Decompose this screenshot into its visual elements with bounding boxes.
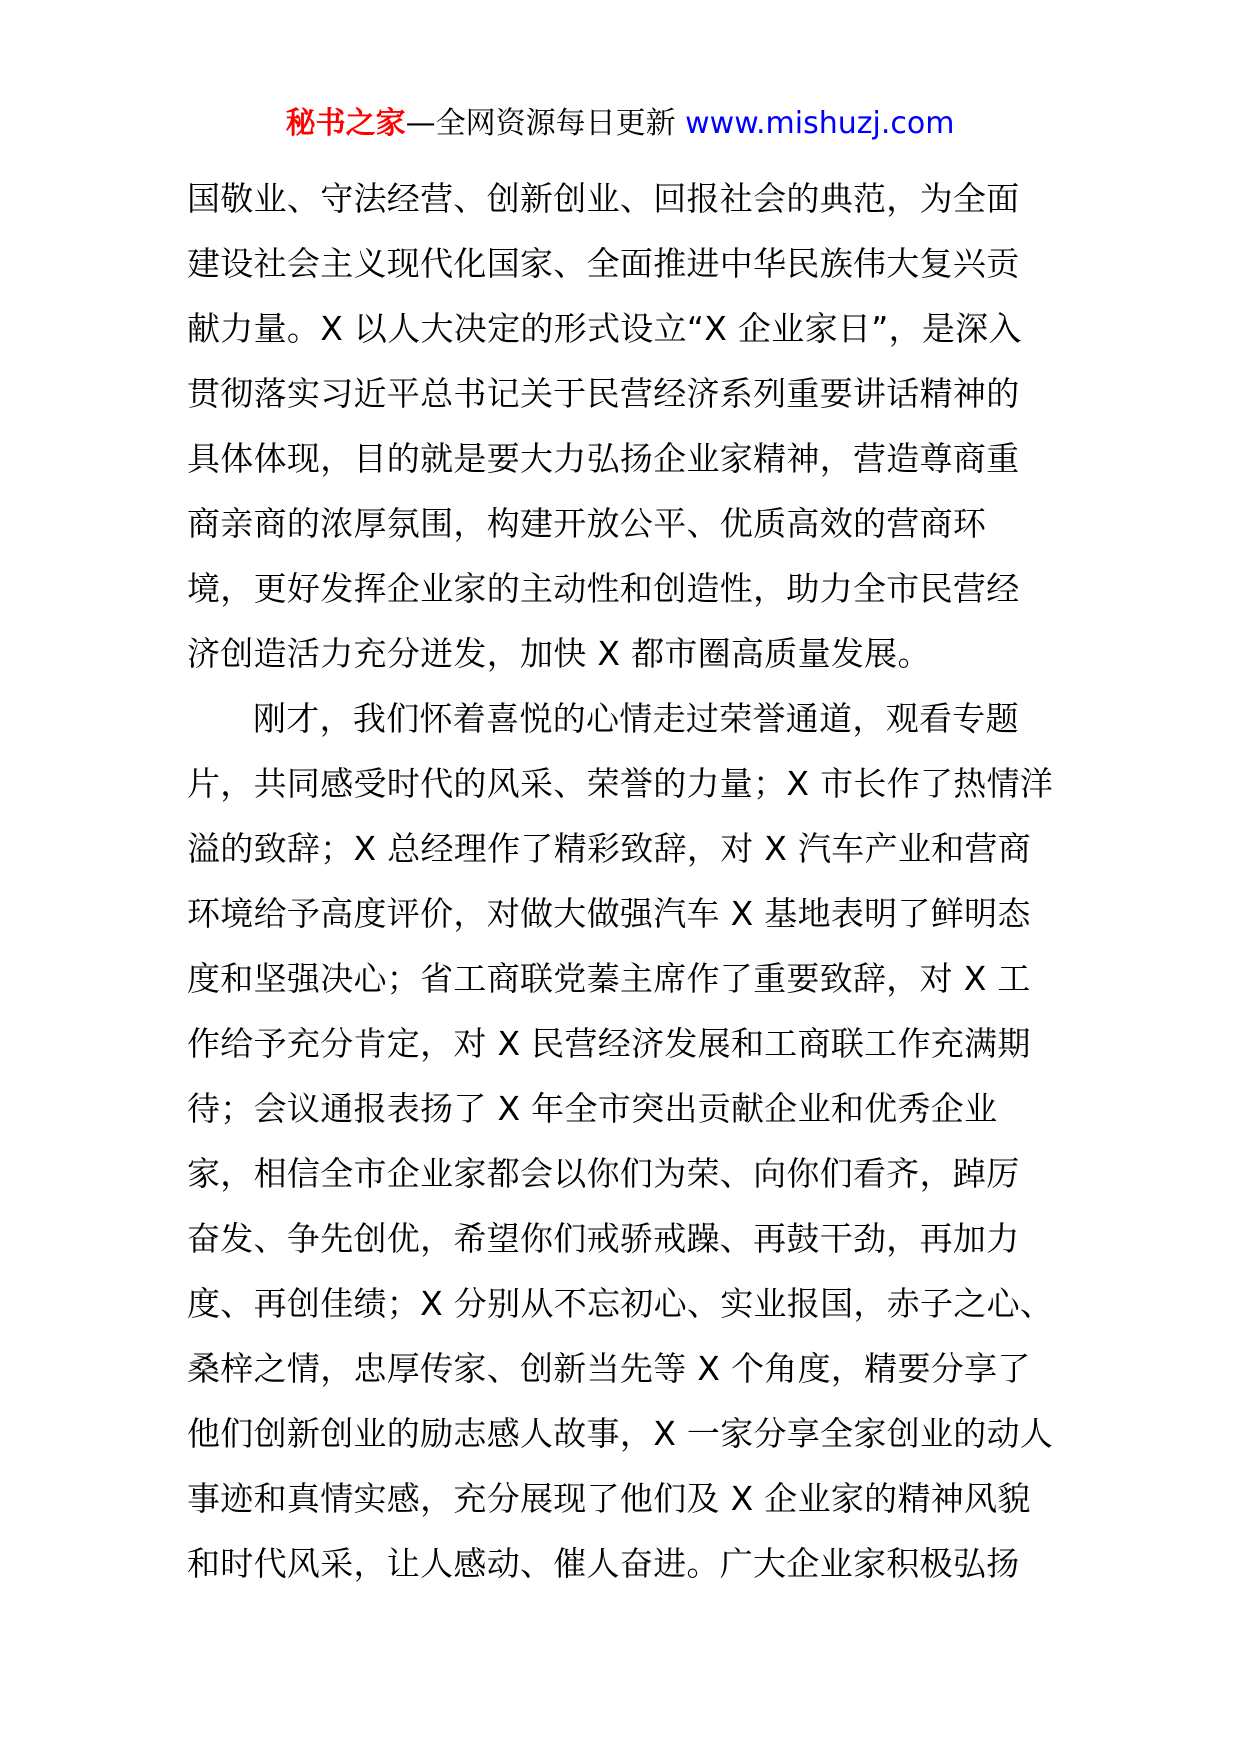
- text-line: 溢的致辞；X 总经理作了精彩致辞，对 X 汽车产业和营商: [187, 829, 1032, 868]
- text-line: 环境给予高度评价，对做大做强汽车 X 基地表明了鲜明态: [187, 894, 1031, 933]
- text-line: 济创造活力充分迸发，加快 X 都市圈高质量发展。: [187, 634, 931, 673]
- text-line: 度和坚强决心；省工商联党蓁主席作了重要致辞，对 X 工: [187, 959, 1031, 998]
- page-header: [0, 104, 1240, 144]
- text-line: 事迹和真情实感，充分展现了他们及 X 企业家的精神风貌: [187, 1479, 1031, 1518]
- header-tagline: —全网资源每日更新: [405, 106, 686, 141]
- text-line: 和时代风采，让人感动、催人奋进。广大企业家积极弘扬: [187, 1544, 1020, 1583]
- text-line: 国敬业、守法经营、创新创业、回报社会的典范，为全面: [187, 179, 1020, 218]
- text-line: 作给予充分肯定，对 X 民营经济发展和工商联工作充满期: [187, 1024, 1031, 1063]
- text-line: 奋发、争先创优，希望你们戒骄戒躁、再鼓干劲，再加力: [187, 1219, 1020, 1258]
- document-body: [187, 166, 1057, 1596]
- text-line: 建设社会主义现代化国家、全面推进中华民族伟大复兴贡: [187, 244, 1020, 283]
- text-line: 献力量。X 以人大决定的形式设立“X 企业家日”，是深入: [187, 309, 1022, 348]
- brand-name: 秘书之家: [285, 106, 406, 141]
- text-line: 境，更好发挥企业家的主动性和创造性，助力全市民营经: [187, 569, 1020, 608]
- text-line: 桑梓之情，忠厚传家、创新当先等 X 个角度，精要分享了: [187, 1349, 1031, 1388]
- text-line: 贯彻落实习近平总书记关于民营经济系列重要讲话精神的: [187, 374, 1020, 413]
- text-line: 片，共同感受时代的风采、荣誉的力量；X 市长作了热情洋: [187, 764, 1054, 803]
- text-line: 商亲商的浓厚氛围，构建开放公平、优质高效的营商环: [187, 504, 987, 543]
- text-line: 待；会议通报表扬了 X 年全市突出贡献企业和优秀企业: [187, 1089, 998, 1128]
- paragraph-first-line: 刚才，我们怀着喜悦的心情走过荣誉通道，观看专题: [253, 699, 1019, 738]
- website-url[interactable]: www.mishuzj.com: [685, 106, 955, 141]
- text-line: 他们创新创业的励志感人故事，X 一家分享全家创业的动人: [187, 1414, 1054, 1453]
- text-line: 度、再创佳绩；X 分别从不忘初心、实业报国，赤子之心、: [187, 1284, 1054, 1323]
- text-line: 家，相信全市企业家都会以你们为荣、向你们看齐，踔厉: [187, 1154, 1020, 1193]
- text-line: 具体体现，目的就是要大力弘扬企业家精神，营造尊商重: [187, 439, 1020, 478]
